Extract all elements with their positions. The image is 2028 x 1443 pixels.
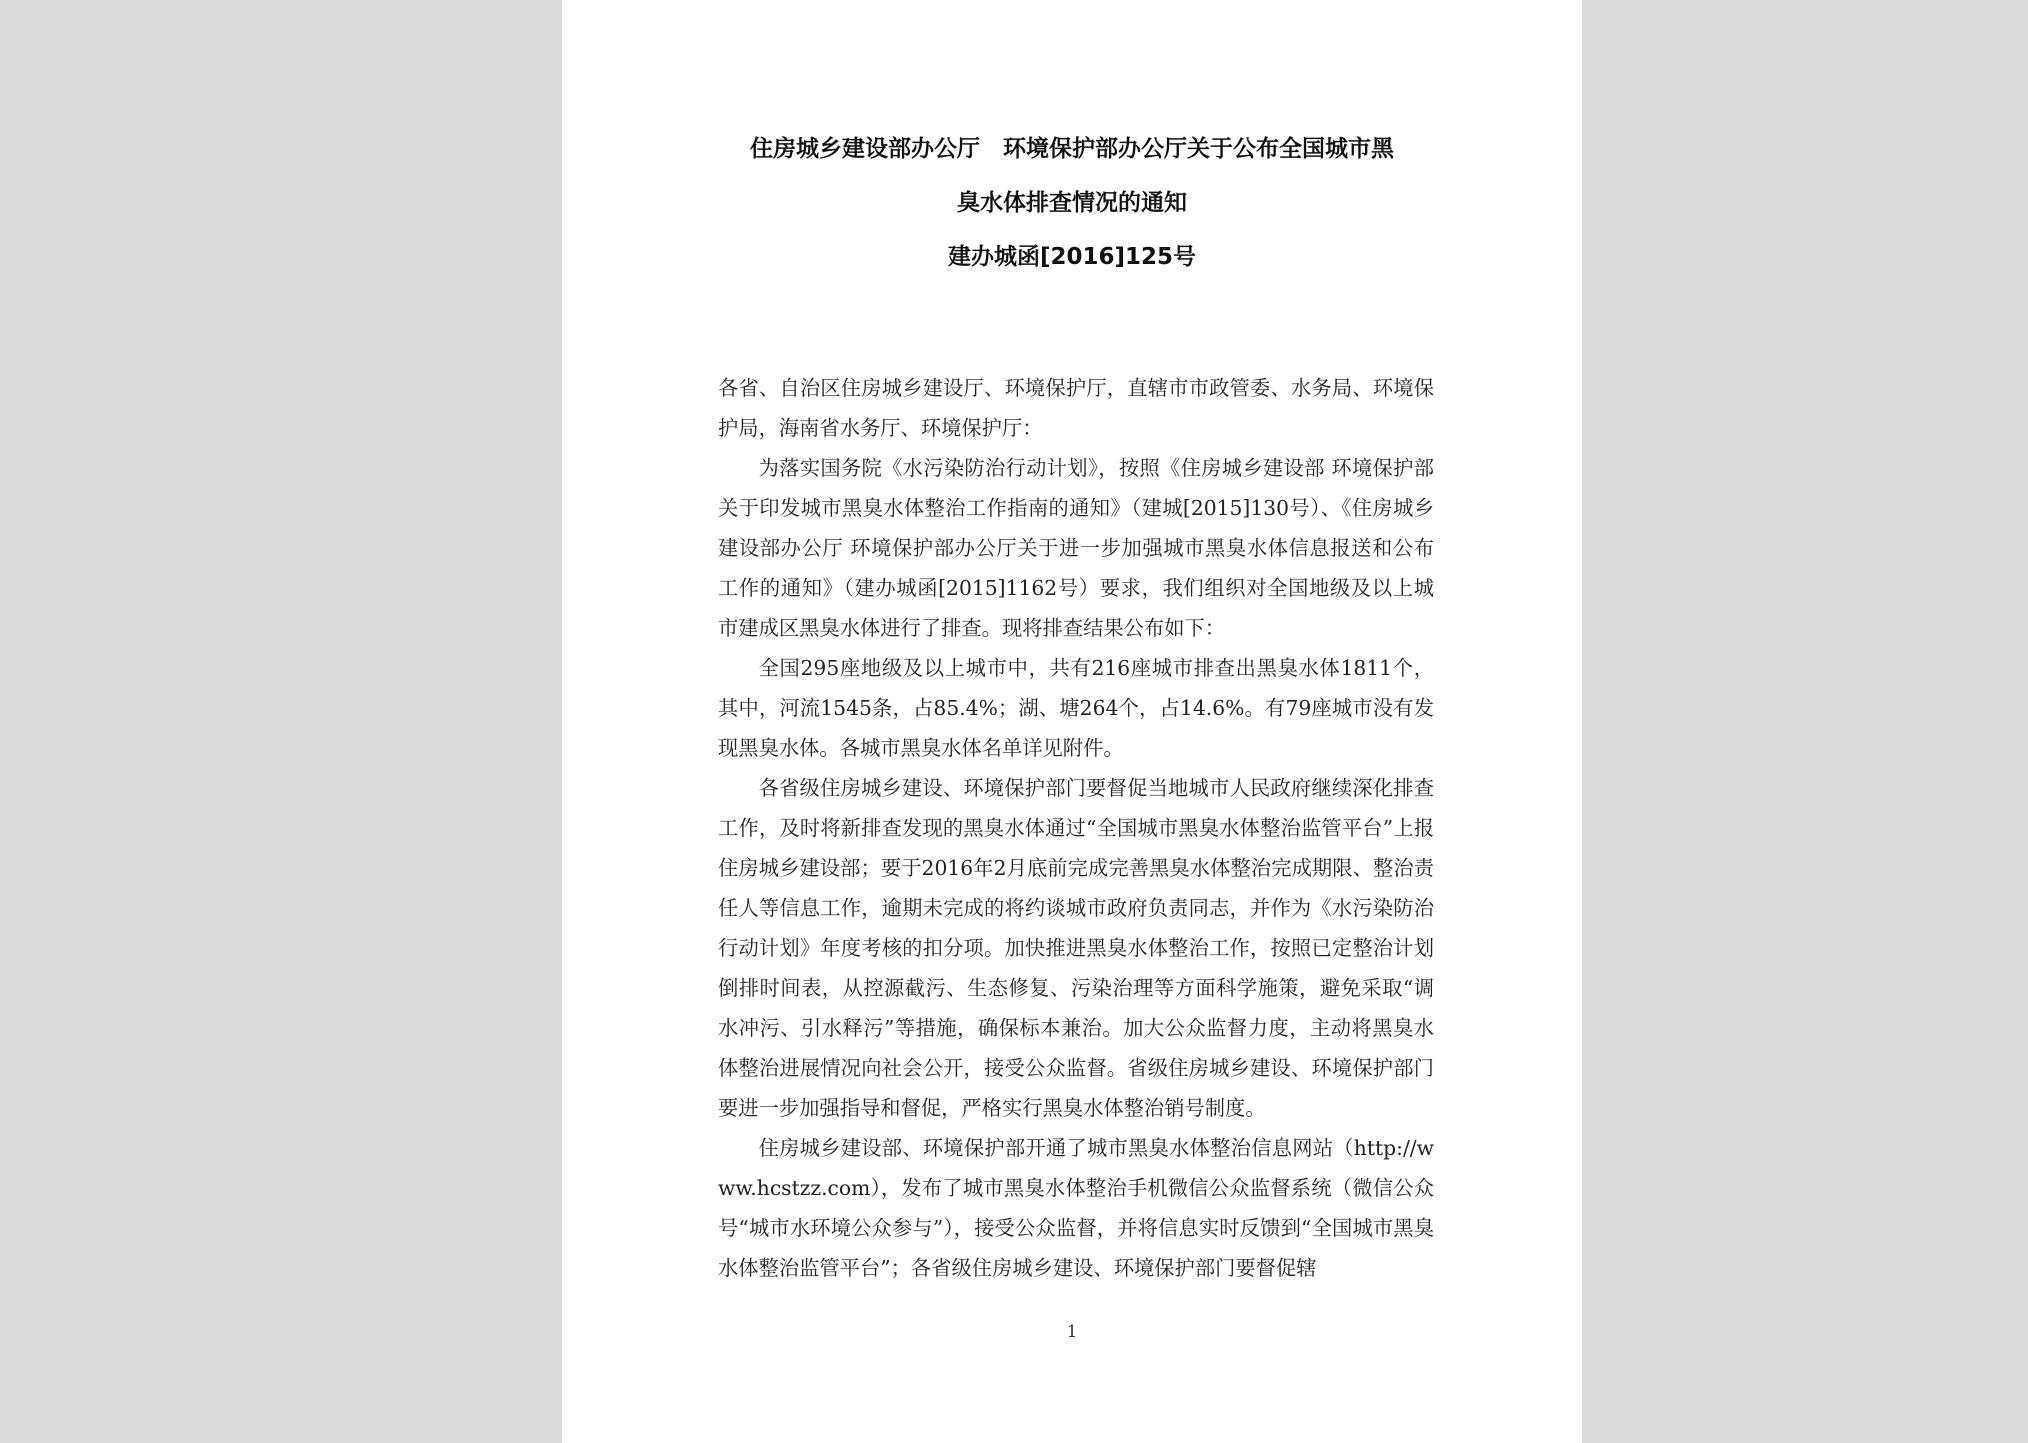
document-title-line-2: 臭水体排查情况的通知 (957, 190, 1187, 216)
document-page (562, 0, 1582, 1443)
body-paragraph-1: 为落实国务院《水污染防治行动计划》，按照《住房城乡建设部 环境保护部关于印发城市黑臭水体整治工作指南的通知》（建城[2015]130号）、《住房城乡建设部办公厅 环境保护部办公厅关于进一步加强城市黑臭水体信息报送和公布工作的通知》（建办城函[2015]1162号）要求，我们组织对全国地级及以上城市建成区黑臭水体进行了排查。现将排查结果公布如下： (718, 456, 1434, 640)
body-paragraph-3: 各省级住房城乡建设、环境保护部门要督促当地城市人民政府继续深化排查工作，及时将新排查发现的黑臭水体通过“全国城市黑臭水体整治监管平台”上报住房城乡建设部；要于2016年2月底前完成完善黑臭水体整治完成期限、整治责任人等信息工作，逾期未完成的将约谈城市政府负责同志，并作为《水污染防治行动计划》年度考核的扣分项。加快推进黑臭水体整治工作，按照已定整治计划倒排时间表，从控源截污、生态修复、污染治理等方面科学施策，避免采取“调水冲污、引水释污”等措施，确保标本兼治。加大公众监督力度，主动将黑臭水体整治进展情况向社会公开，接受公众监督。省级住房城乡建设、环境保护部门要进一步加强指导和督促，严格实行黑臭水体整治销号制度。 (718, 776, 1434, 1120)
document-title-line-1: 住房城乡建设部办公厅 环境保护部办公厅关于公布全国城市黑 (750, 136, 1394, 162)
addressee-paragraph: 各省、自治区住房城乡建设厅、环境保护厅，直辖市市政管委、水务局、环境保护局，海南省水务厅、环境保护厅： (718, 376, 1434, 440)
body-paragraph-4: 住房城乡建设部、环境保护部开通了城市黑臭水体整治信息网站（http://www.hcstzz.com），发布了城市黑臭水体整治手机微信公众监督系统（微信公众号“城市水环境公众参与”），接受公众监督，并将信息实时反馈到“全国城市黑臭水体整治监管平台”；各省级住房城乡建设、环境保护部门要督促辖 (718, 1136, 1434, 1280)
page-number: 1 (1066, 1322, 1078, 1342)
body-paragraph-2: 全国295座地级及以上城市中，共有216座城市排查出黑臭水体1811个，其中，河流1545条，占85.4%；湖、塘264个，占14.6%。有79座城市没有发现黑臭水体。各城市黑臭水体名单详见附件。 (718, 656, 1434, 760)
document-number: 建办城函[2016]125号 (947, 244, 1197, 270)
document-body (718, 368, 1434, 1288)
